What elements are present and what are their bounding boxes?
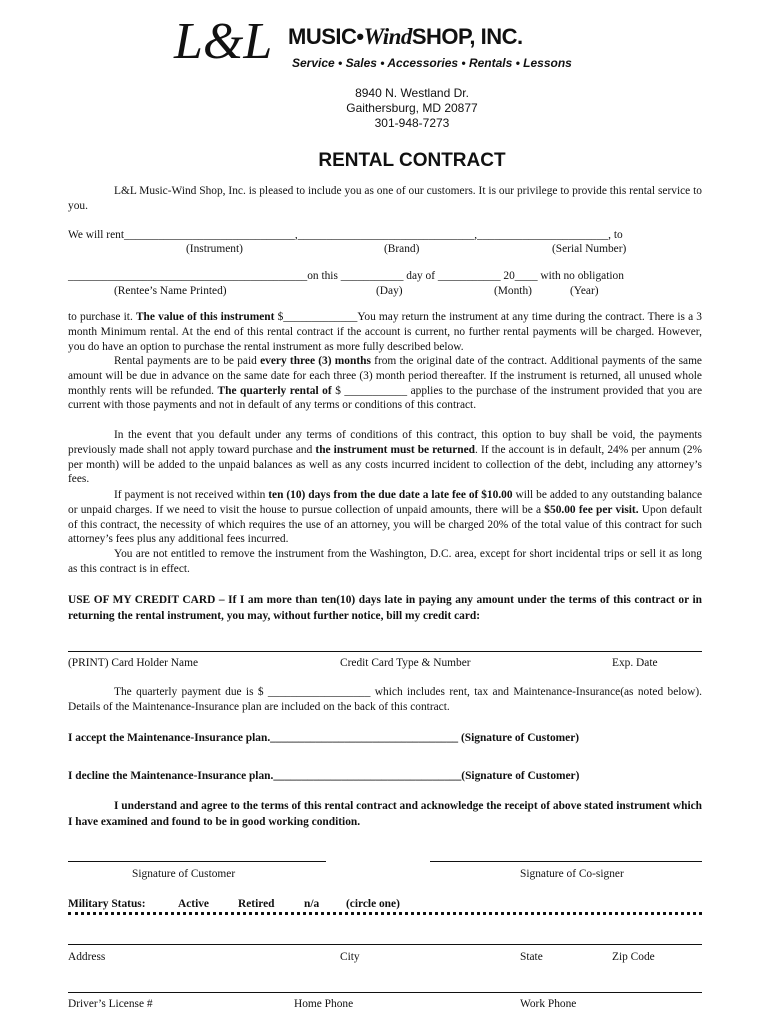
p4-text-b: ten (10) days from the due date a late fee of $10.00 (268, 489, 513, 501)
credit-card-heading: USE OF MY CREDIT CARD – If I am more than ten(10) days late in paying any amount under the terms of this contract or in returning the rental instrument, you may, without further notice, bill my credit card: (68, 594, 702, 622)
p4-text-c: will be added to any outstanding balance or unpaid charges. If we need to visit the house to pursue collection of unpaid amounts, there will be a (68, 489, 702, 516)
company-address (0, 86, 770, 131)
p2-text-e: $ ___________ applies to the purchase of the instrument provided that you are current with those payments and not in default of any terms or conditions of this contract. (68, 384, 702, 412)
label-rentee-name: (Rentee’s Name Printed) (114, 285, 227, 297)
label-customer-signature: Signature of Customer (132, 868, 236, 880)
label-exp-date: Exp. Date (612, 657, 658, 669)
military-na[interactable]: n/a (304, 898, 320, 910)
military-active[interactable]: Active (178, 898, 209, 910)
p3-text-a: In the event that you default under any terms of conditions of this contract, this option to buy shall be void, the payments previously made shall not apply toward purchase and (68, 429, 702, 456)
label-card-type: Credit Card Type & Number (340, 657, 471, 669)
address-phone: 301-948-7273 (374, 116, 450, 130)
quarterly-payment[interactable]: The quarterly payment due is $ __________________ which includes rent, tax and Maintenance-Insurance(as noted below). Details of the Maintenance-Insurance plan are included on the back of this contract. (68, 686, 702, 713)
company-name-shop: SHOP, INC. (411, 24, 523, 49)
logo-monogram: L&L (174, 13, 273, 70)
label-zip-code: Zip Code (612, 951, 655, 963)
company-tagline: Service • Sales • Accessories • Rentals • Lessons (292, 56, 572, 70)
decline-insurance[interactable]: I decline the Maintenance-Insurance plan._________________________________(Signature of Customer) (68, 770, 580, 782)
p2-text-b: every three (3) months (260, 355, 371, 367)
label-serial-number: (Serial Number) (552, 243, 627, 255)
label-cosigner-signature: Signature of Co-signer (520, 868, 624, 880)
paragraph-value (68, 310, 702, 354)
p4-text-a: If payment is not received within (114, 489, 269, 501)
p2-text-a: Rental payments are to be paid (114, 355, 261, 367)
paragraph-removal: You are not entitled to remove the instrument from the Washington, D.C. area, except for short incidental trips or sell it as long as this contract is in effect. (68, 548, 702, 575)
paragraph-default (68, 428, 702, 487)
company-name (288, 24, 523, 50)
label-year: (Year) (570, 285, 599, 297)
address-street: 8940 N. Westland Dr. (355, 86, 469, 100)
intro-paragraph: L&L Music-Wind Shop, Inc. is pleased to include you as one of our customers. It is our privilege to provide this rental service to you. (68, 185, 702, 212)
label-day: (Day) (376, 285, 403, 297)
document-title: RENTAL CONTRACT (318, 150, 506, 171)
agreement-statement: I understand and agree to the terms of this rental contract and acknowledge the receipt of above stated instrument which I have examined and found to be in good working condition. (68, 800, 702, 828)
military-status-label: Military Status: (68, 898, 146, 910)
label-month: (Month) (494, 285, 532, 297)
address-city: Gaithersburg, MD 20877 (346, 101, 478, 115)
label-address: Address (68, 951, 106, 963)
license-line[interactable] (68, 992, 702, 993)
rent-line[interactable]: We will rent______________________________,_______________________________,_______________________, to (68, 229, 623, 241)
p1-text-c: $_____________You may return the instrument at any time during the contract. There is a 3 month Minimum rental. At the end of this rental contract if the account is current, no further rental payments will be charged. However, you do have an option to purchase the rental instrument as more fully described below. (68, 311, 702, 353)
address-line[interactable] (68, 944, 702, 945)
label-home-phone: Home Phone (294, 998, 354, 1010)
dotted-divider (68, 912, 702, 915)
label-drivers-license: Driver’s License # (68, 998, 153, 1010)
p4-text-d: $50.00 fee per visit. (544, 503, 639, 516)
p2-text-d: The quarterly rental of (217, 384, 336, 397)
company-name-wind: Wind (363, 24, 412, 49)
p3-text-b: the instrument must be returned (315, 443, 475, 456)
label-city: City (340, 951, 360, 963)
company-logo (170, 8, 300, 74)
paragraph-late-fee (68, 488, 702, 547)
p2-text-c: from the original date of the contract. Additional payments of the same amount will be due in advance on the same date for each three (3) month period thereafter. If the instrument is returned, all unused whole monthly rents will be refunded. (68, 355, 702, 397)
cosigner-signature-line[interactable] (430, 861, 702, 862)
p4-text-e: Upon default of this contract, the necessity of which requires the use of an attorney, you will be charged 20% of the total value of this contract for such attorney’s fees plus any additional fees incurred. (68, 503, 702, 546)
military-circle-hint: (circle one) (346, 898, 400, 910)
label-instrument: (Instrument) (186, 243, 243, 255)
accept-insurance[interactable]: I accept the Maintenance-Insurance plan._________________________________ (Signature of Customer) (68, 732, 580, 744)
p1-text-b: The value of this instrument (135, 311, 278, 323)
company-name-music: MUSIC• (288, 24, 364, 49)
label-state: State (520, 951, 543, 963)
paragraph-payments (68, 354, 702, 413)
label-work-phone: Work Phone (520, 998, 577, 1010)
label-brand: (Brand) (384, 243, 420, 255)
renter-line[interactable]: __________________________________________on this ___________ day of ___________ 20____ with no obligation (68, 270, 624, 282)
p1-text-a: to purchase it. (68, 311, 136, 323)
military-retired[interactable]: Retired (238, 898, 275, 910)
label-card-holder: (PRINT) Card Holder Name (68, 657, 199, 669)
p3-text-c: . If the account is in default, 24% per annum (2% per month) will be added to the unpaid balances as well as any costs incurred incident to collection of the debt, including any attorney’s fees. (68, 443, 702, 486)
credit-card-line[interactable] (68, 651, 702, 652)
customer-signature-line[interactable] (68, 861, 326, 862)
